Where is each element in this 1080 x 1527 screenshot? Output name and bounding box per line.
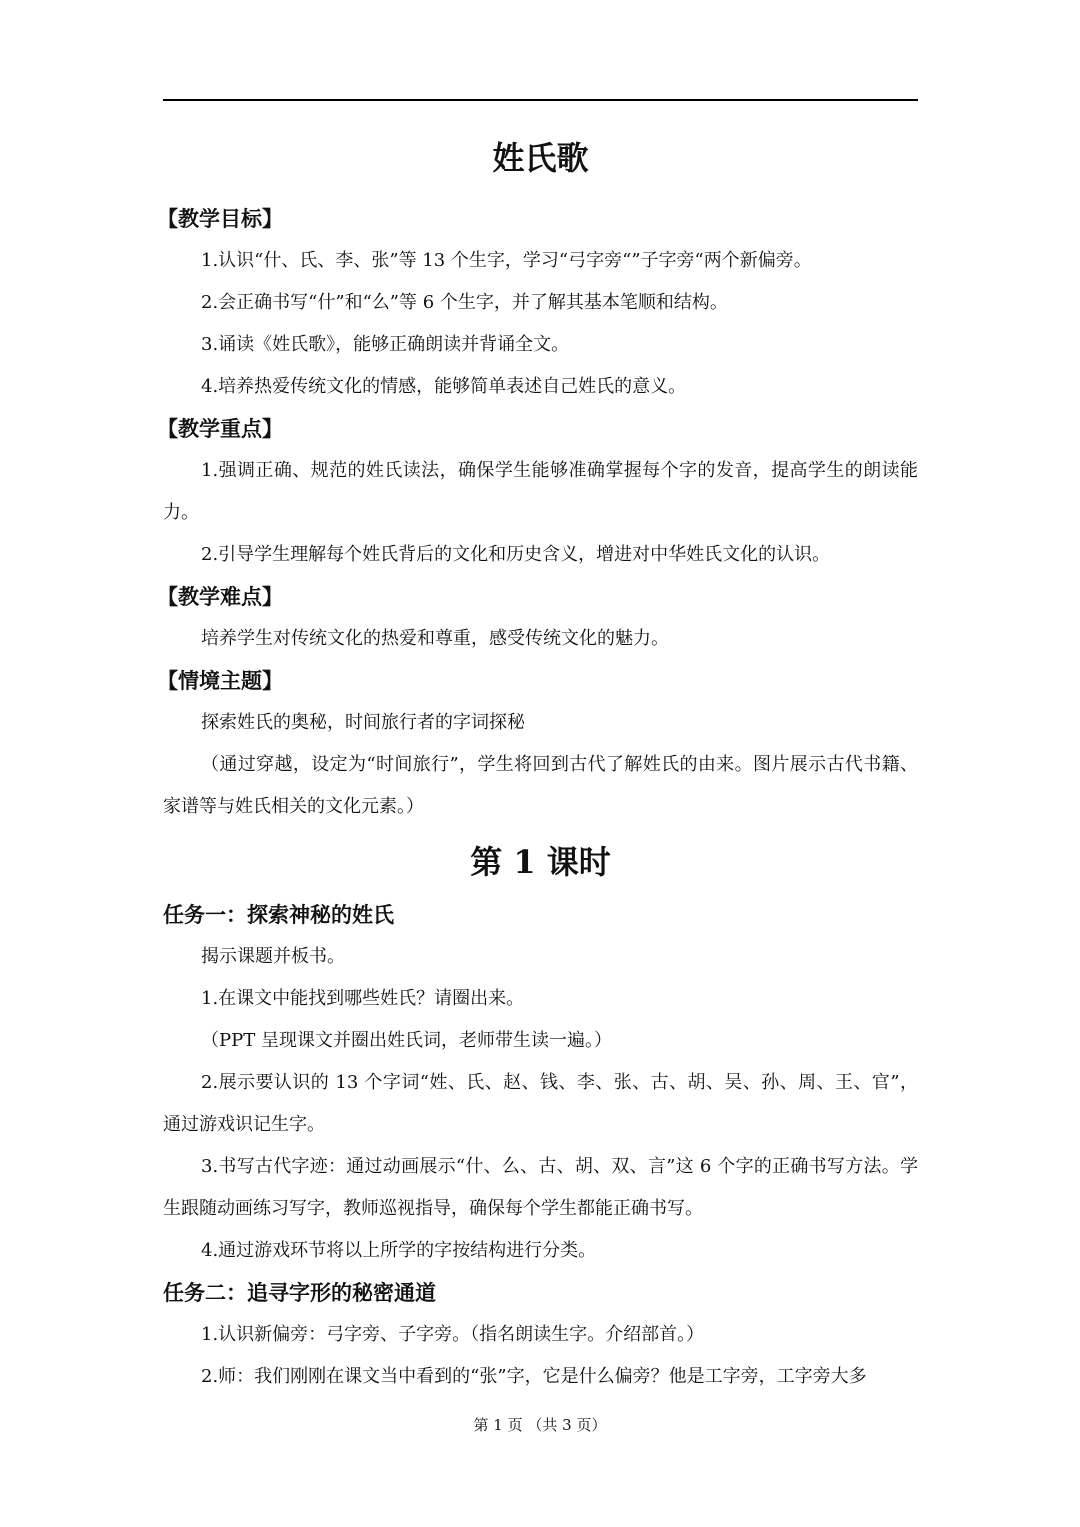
header-rule — [163, 99, 918, 101]
paragraph: 3.诵读《姓氏歌》，能够正确朗读并背诵全文。 — [201, 334, 570, 355]
page-footer: 第 1 页 （共 3 页） — [473, 1416, 607, 1434]
task-heading: 任务二：追寻字形的秘密通道 — [163, 1280, 436, 1305]
paragraph: （PPT 呈现课文并圈出姓氏词，老师带生读一遍。） — [201, 1030, 612, 1051]
paragraph: 培养学生对传统文化的热爱和尊重，感受传统文化的魅力。 — [201, 628, 669, 649]
paragraph: 1.认识新偏旁：弓字旁、子字旁。（指名朗读生字。介绍部首。） — [201, 1324, 705, 1345]
document-body — [157, 132, 918, 1398]
paragraph: 4.通过游戏环节将以上所学的字按结构进行分类。 — [201, 1240, 597, 1261]
paragraph: 2.引导学生理解每个姓氏背后的文化和历史含义，增进对中华姓氏文化的认识。 — [201, 544, 831, 565]
paragraph: 1.在课文中能找到哪些姓氏？请圈出来。 — [201, 988, 525, 1009]
section-theme — [157, 660, 918, 828]
task-two — [163, 1272, 918, 1398]
paragraph: 揭示课题并板书。 — [201, 946, 345, 967]
section-difficulties — [157, 576, 918, 660]
section-heading: 【教学目标】 — [157, 206, 283, 231]
page-title: 姓氏歌 — [492, 139, 589, 177]
paragraph: 2.会正确书写“什”和“么”等 6 个生字，并了解其基本笔顺和结构。 — [201, 292, 728, 313]
section-heading: 【教学重点】 — [157, 416, 283, 441]
paragraph: （通过穿越，设定为“时间旅行”，学生将回到古代了解姓氏的由来。图片展示古代书籍、家谱等与姓氏相关的文化元素。） — [163, 754, 918, 817]
paragraph: 2.师：我们刚刚在课文当中看到的“张”字，它是什么偏旁？他是工字旁，工字旁大多 — [201, 1366, 867, 1387]
paragraph: 探索姓氏的奥秘，时间旅行者的字词探秘 — [201, 712, 525, 733]
paragraph: 2.展示要认识的 13 个字词“姓、氏、赵、钱、李、张、古、胡、吴、孙、周、王、官”，通过游戏识记生字。 — [163, 1072, 918, 1135]
paragraph: 1.强调正确、规范的姓氏读法，确保学生能够准确掌握每个字的发音，提高学生的朗读能力。 — [163, 460, 918, 523]
paragraph: 4.培养热爱传统文化的情感，能够简单表述自己姓氏的意义。 — [201, 376, 687, 397]
section-objectives — [157, 198, 918, 408]
paragraph: 1.认识“什、氏、李、张”等 13 个生字，学习“弓字旁“”子字旁“两个新偏旁。 — [201, 250, 812, 271]
section-heading: 【情境主题】 — [157, 668, 283, 693]
paragraph: 3.书写古代字迹：通过动画展示“什、么、古、胡、双、言”这 6 个字的正确书写方法。学生跟随动画练习写字，教师巡视指导，确保每个学生都能正确书写。 — [163, 1156, 918, 1219]
section-key-points — [157, 408, 918, 576]
task-heading: 任务一：探索神秘的姓氏 — [163, 902, 394, 927]
section-heading: 【教学难点】 — [157, 584, 283, 609]
lesson-title: 第 1 课时 — [470, 843, 611, 881]
task-one — [163, 894, 918, 1272]
